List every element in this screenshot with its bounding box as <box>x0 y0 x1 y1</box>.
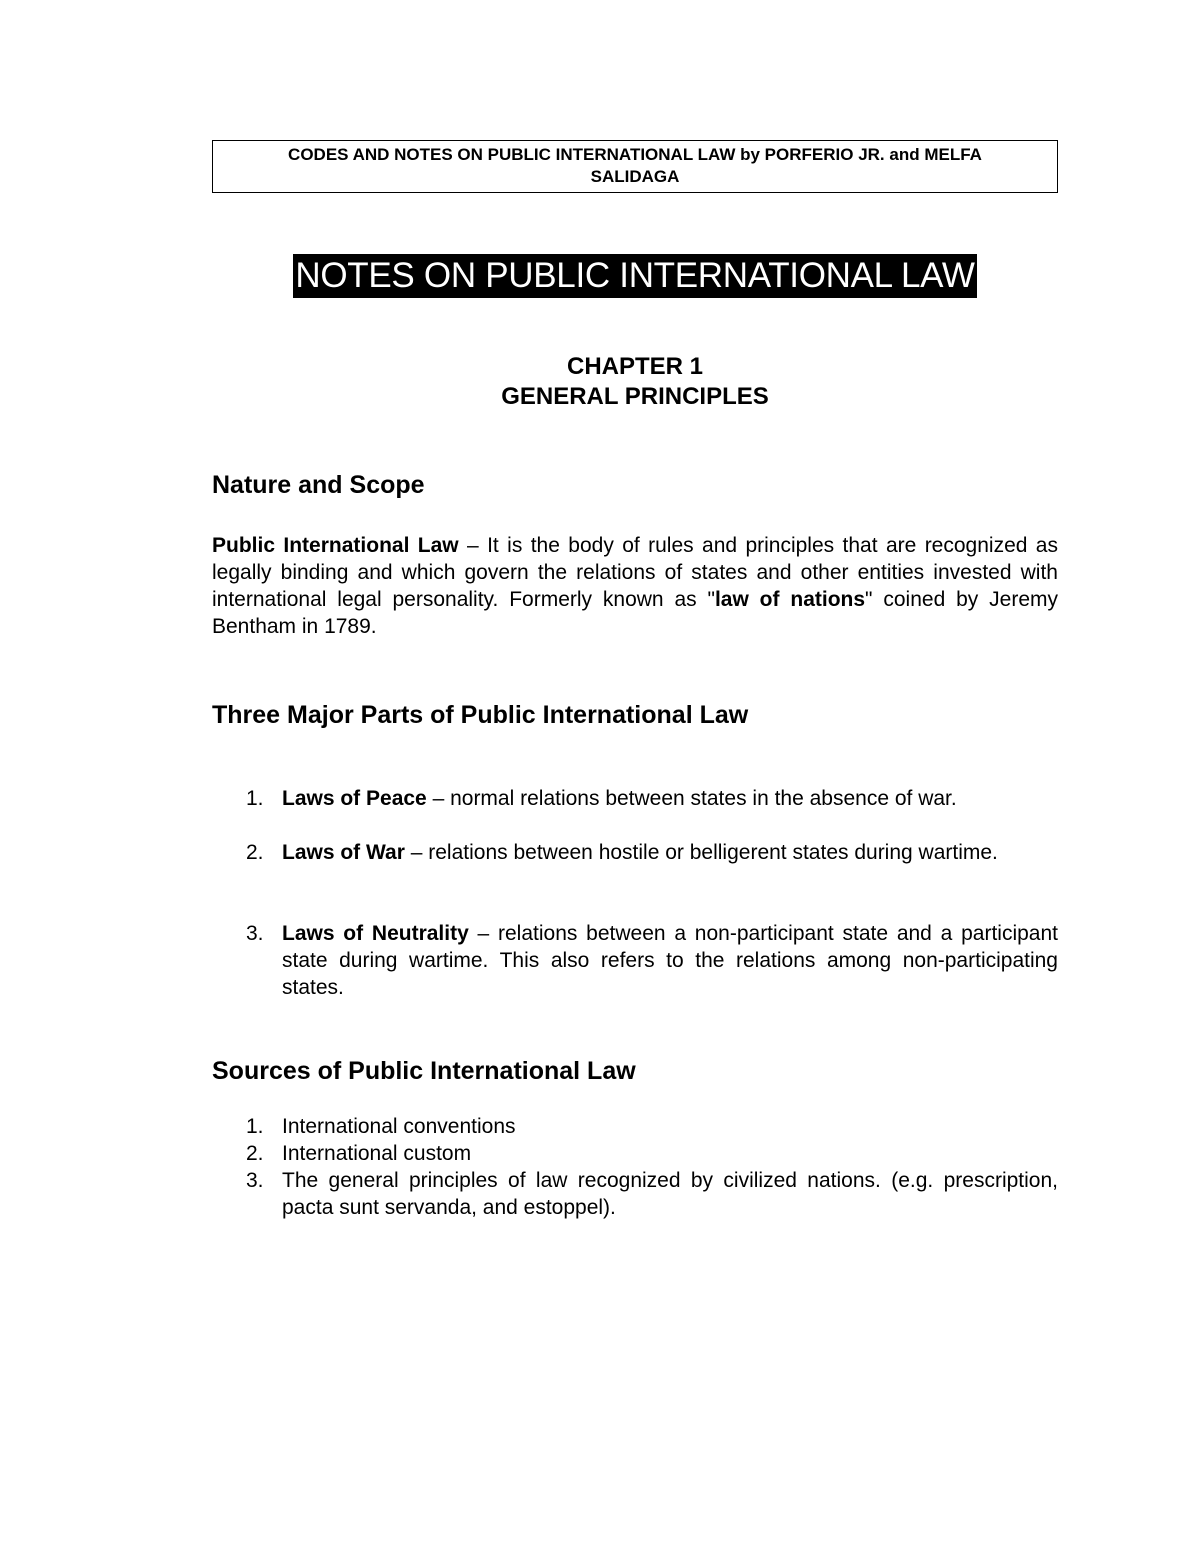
parts-list <box>212 920 1058 1001</box>
chapter-number: CHAPTER 1 <box>566 353 704 380</box>
list-item-number: 2. <box>246 1142 264 1165</box>
header-line-2: SALIDAGA <box>590 167 680 186</box>
list-item-desc: – normal relations between states in the absence of war. <box>426 787 957 810</box>
main-title: NOTES ON PUBLIC INTERNATIONAL LAW <box>293 254 976 298</box>
list-item-text: The general principles of law recognized by civilized nations. (e.g. prescription, pacta sunt servanda, and estoppel). <box>282 1169 1058 1219</box>
list-item-number: 1. <box>246 1115 264 1138</box>
list-item <box>212 839 1058 866</box>
nature-term: Public International Law <box>212 534 459 557</box>
list-item-desc: – relations between a non-participant state and a participant state during wartime. This also refers to the relations among non-participating states. <box>282 922 1058 999</box>
header-line-1: CODES AND NOTES ON PUBLIC INTERNATIONAL LAW by PORFERIO JR. and MELFA <box>288 145 982 164</box>
nature-paragraph <box>212 532 1058 640</box>
list-item-term: Laws of War <box>282 841 405 864</box>
list-item <box>212 1167 1058 1221</box>
nature-text-1: – It is the body of rules and principles that are recognized as legally binding and which govern the relations of states and other entities invested with international legal personality. Formerly known as " <box>212 534 1058 611</box>
list-item-number: 2. <box>246 841 264 864</box>
list-item-number: 3. <box>246 1169 264 1192</box>
list-item-desc: – relations between hostile or belligerent states during wartime. <box>404 841 998 864</box>
header-box <box>212 140 1058 193</box>
list-item-text: International conventions <box>282 1115 516 1138</box>
list-item-number: 3. <box>246 922 264 945</box>
list-item-number: 1. <box>246 787 264 810</box>
list-item <box>212 1140 1058 1167</box>
nature-text-2: " coined by Jeremy Bentham in 1789. <box>212 588 1058 638</box>
list-item <box>212 1113 1058 1140</box>
list-item-term: Laws of Peace <box>282 787 427 810</box>
main-title-wrap <box>212 254 1058 298</box>
nature-heading: Nature and Scope <box>212 471 425 499</box>
sources-heading: Sources of Public International Law <box>212 1057 636 1085</box>
chapter-name: GENERAL PRINCIPLES <box>501 383 769 410</box>
chapter-heading <box>212 352 1058 412</box>
sources-list <box>212 1113 1058 1221</box>
list-item-text: International custom <box>282 1142 472 1165</box>
nature-bold-term: law of nations <box>714 588 866 611</box>
list-item-term: Laws of Neutrality <box>282 922 469 945</box>
list-item <box>212 920 1058 1001</box>
list-item <box>212 785 1058 812</box>
parts-list <box>212 839 1058 866</box>
parts-list <box>212 785 1058 812</box>
parts-heading: Three Major Parts of Public International Law <box>212 701 749 729</box>
